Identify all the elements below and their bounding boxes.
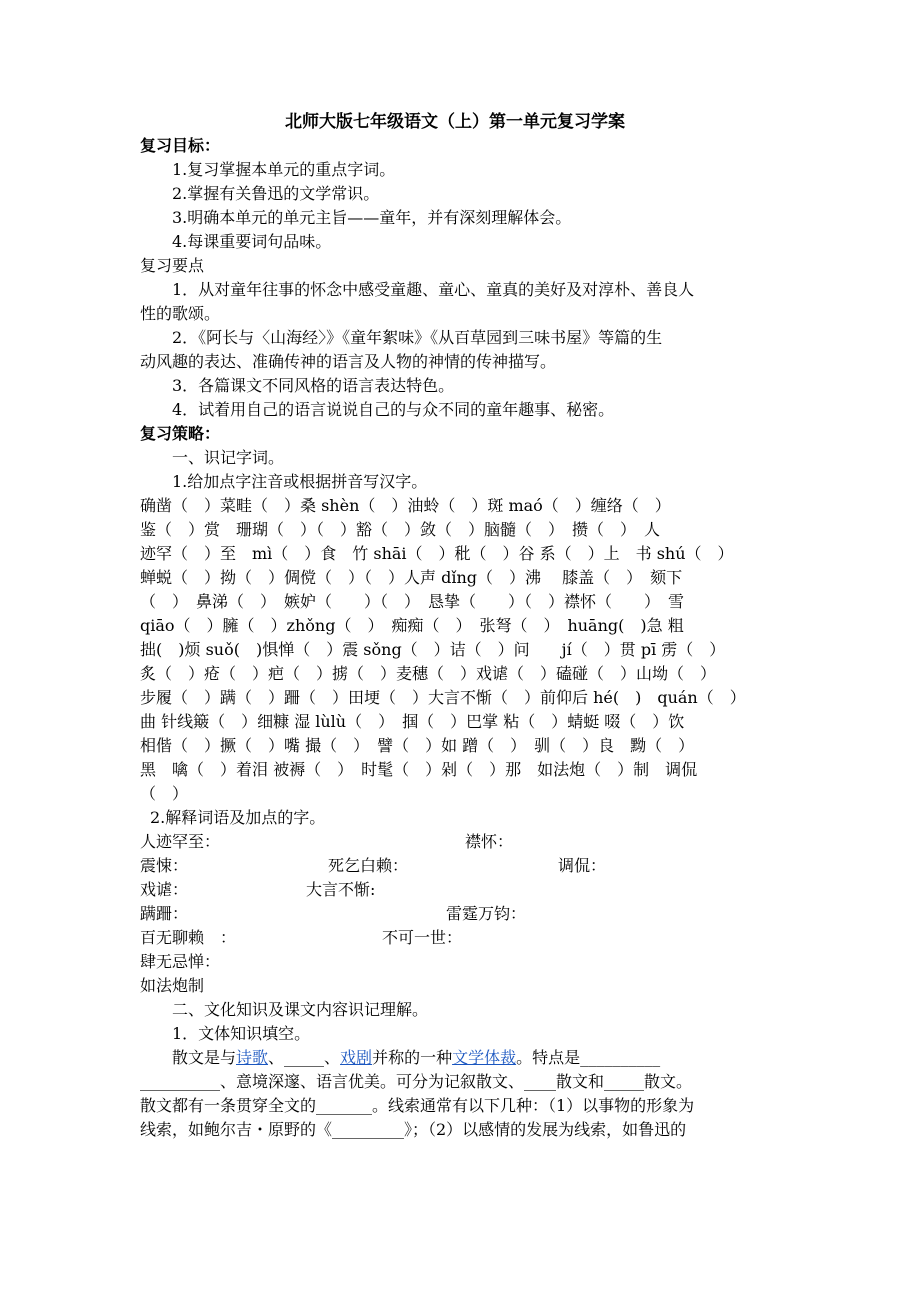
essay-line: __________、意境深邃、语言优美。可分为记叙散文、____散文和_____散文。 [140,1072,693,1091]
essay-line [140,1046,790,1070]
section-heading: 二、文化知识及课文内容识记理解。 [172,1000,429,1019]
char-line: 确凿（ ）菜畦（ ）桑 shèn（ ）油蛉（ ）斑 maó（ ）缠络（ ） [140,496,671,515]
term: 震悚： [140,856,189,875]
goal-item: 2.掌握有关鲁迅的文学常识。 [172,184,380,203]
goal-item: 1.复习掌握本单元的重点字词。 [172,160,396,179]
term: 肆无忌惮： [140,952,221,971]
task-heading: 2.解释词语及加点的字。 [150,808,326,827]
point-line: 性的歌颂。 [140,304,221,323]
essay-text: 、_____、 [268,1048,341,1067]
points-heading: 复习要点 [140,256,205,275]
goal-item: 4.每课重要词句品味。 [172,232,332,251]
point-line: 3．各篇课文不同风格的语言表达特色。 [172,376,455,395]
strategy-heading: 复习策略： [140,424,221,443]
term-row [140,902,790,926]
term: 雷霆万钧： [446,904,527,923]
term: 蹒跚： [140,904,189,923]
drama-link[interactable]: 戏剧 [340,1048,373,1067]
char-line: qiāo（ ）臃（ ）zhǒng（ ） 痴痴（ ） 张弩（ ） huāng( )急 粗 [140,616,684,635]
char-line: 蝉蜕（ ）拗（ ）倜傥（ ）（ ）人声 dǐng（ ）沸 膝盖（ ） 颏下 [140,568,683,587]
term: 人迹罕至： [140,832,221,851]
char-line: （ ） 鼻涕（ ） 嫉妒（ ）（ ） 恳挚（ ）（ ）襟怀（ ） 雪 [140,592,685,611]
point-line: 2．《阿长与〈山海经〉》《童年絮味》《从百草园到三味书屋》等篇的生 [172,328,663,347]
essay-line: 线索，如鲍尔吉・原野的《_________》；（2）以感情的发展为线索，如鲁迅的 [140,1120,687,1139]
point-line: 4．试着用自己的语言说说自己的与众不同的童年趣事、秘密。 [172,400,615,419]
section-heading: 一、识记字词。 [172,448,285,467]
term-row [140,854,790,878]
char-line: 炙（ ）疮（ ）疤（ ）掳（ ）麦穗（ ）戏谑（ ）磕碰（ ）山坳（ ） [140,664,717,683]
essay-line: 散文都有一条贯穿全文的_______。线索通常有以下几种：（1）以事物的形象为 [140,1096,695,1115]
term-row [140,878,790,902]
char-line: 迹罕（ ）至 mì（ ）食 竹 shāi（ ）秕（ ）谷 系（ ）上 书 shú（ ） [140,544,734,563]
essay-text: 并称的一种 [372,1048,453,1067]
page-title: 北师大版七年级语文（上）第一单元复习学案 [285,112,625,132]
task-heading: 1．文体知识填空。 [172,1024,311,1043]
char-line: 曲 针线簸（ ）细糠 湿 lùlù（ ） 掴（ ）巴掌 粘（ ）蜻蜓 啜（ ）饮 [140,712,685,731]
literary-genre-link[interactable]: 文学体裁 [452,1048,517,1067]
term: 襟怀： [465,832,514,851]
char-line: 黑 噙（ ）着泪 被褥（ ） 时髦（ ）剁（ ）那 如法炮（ ）制 调侃 [140,760,698,779]
char-line: 相偕（ ）撅（ ）嘴 撮（ ） 譬（ ）如 蹭（ ） 驯（ ）良 黝（ ） [140,736,695,755]
term: 百无聊赖 ： [140,928,237,947]
char-line: 拙( )烦 suǒ( )惧惮（ ）震 sǒng（ ）诘（ ）问 jí（ ）贯 pī 雳（ ） [140,640,726,659]
essay-text: 。特点是__________ [516,1048,661,1067]
char-line: 步履（ ）蹒（ ）跚（ ）田埂（ ）大言不惭（ ）前仰后 hé( ) quán（ ） [140,688,746,707]
task-heading: 1.给加点字注音或根据拼音写汉字。 [172,472,428,491]
term: 如法炮制 [140,976,205,995]
goal-item: 3.明确本单元的单元主旨——童年，并有深刻理解体会。 [172,208,572,227]
char-line: （ ） [140,784,189,803]
term: 调侃： [558,856,607,875]
essay-text: 散文是与 [172,1048,237,1067]
poetry-link[interactable]: 诗歌 [236,1048,269,1067]
term: 死乞白赖： [328,856,409,875]
term-row [140,926,790,950]
term: 大言不惭: [306,880,376,899]
point-line: 动风趣的表达、准确传神的语言及人物的神情的传神描写。 [140,352,557,371]
term-row [140,830,790,854]
term: 不可一世： [382,928,463,947]
char-line: 鉴（ ）赏 珊瑚（ ）（ ）豁（ ）敛（ ）脑髓（ ） 攒（ ） 人 [140,520,661,539]
term: 戏谑： [140,880,189,899]
goals-heading: 复习目标： [140,136,221,155]
document-page [140,110,790,1142]
point-line: 1．从对童年往事的怀念中感受童趣、童心、童真的美好及对淳朴、善良人 [172,280,695,299]
